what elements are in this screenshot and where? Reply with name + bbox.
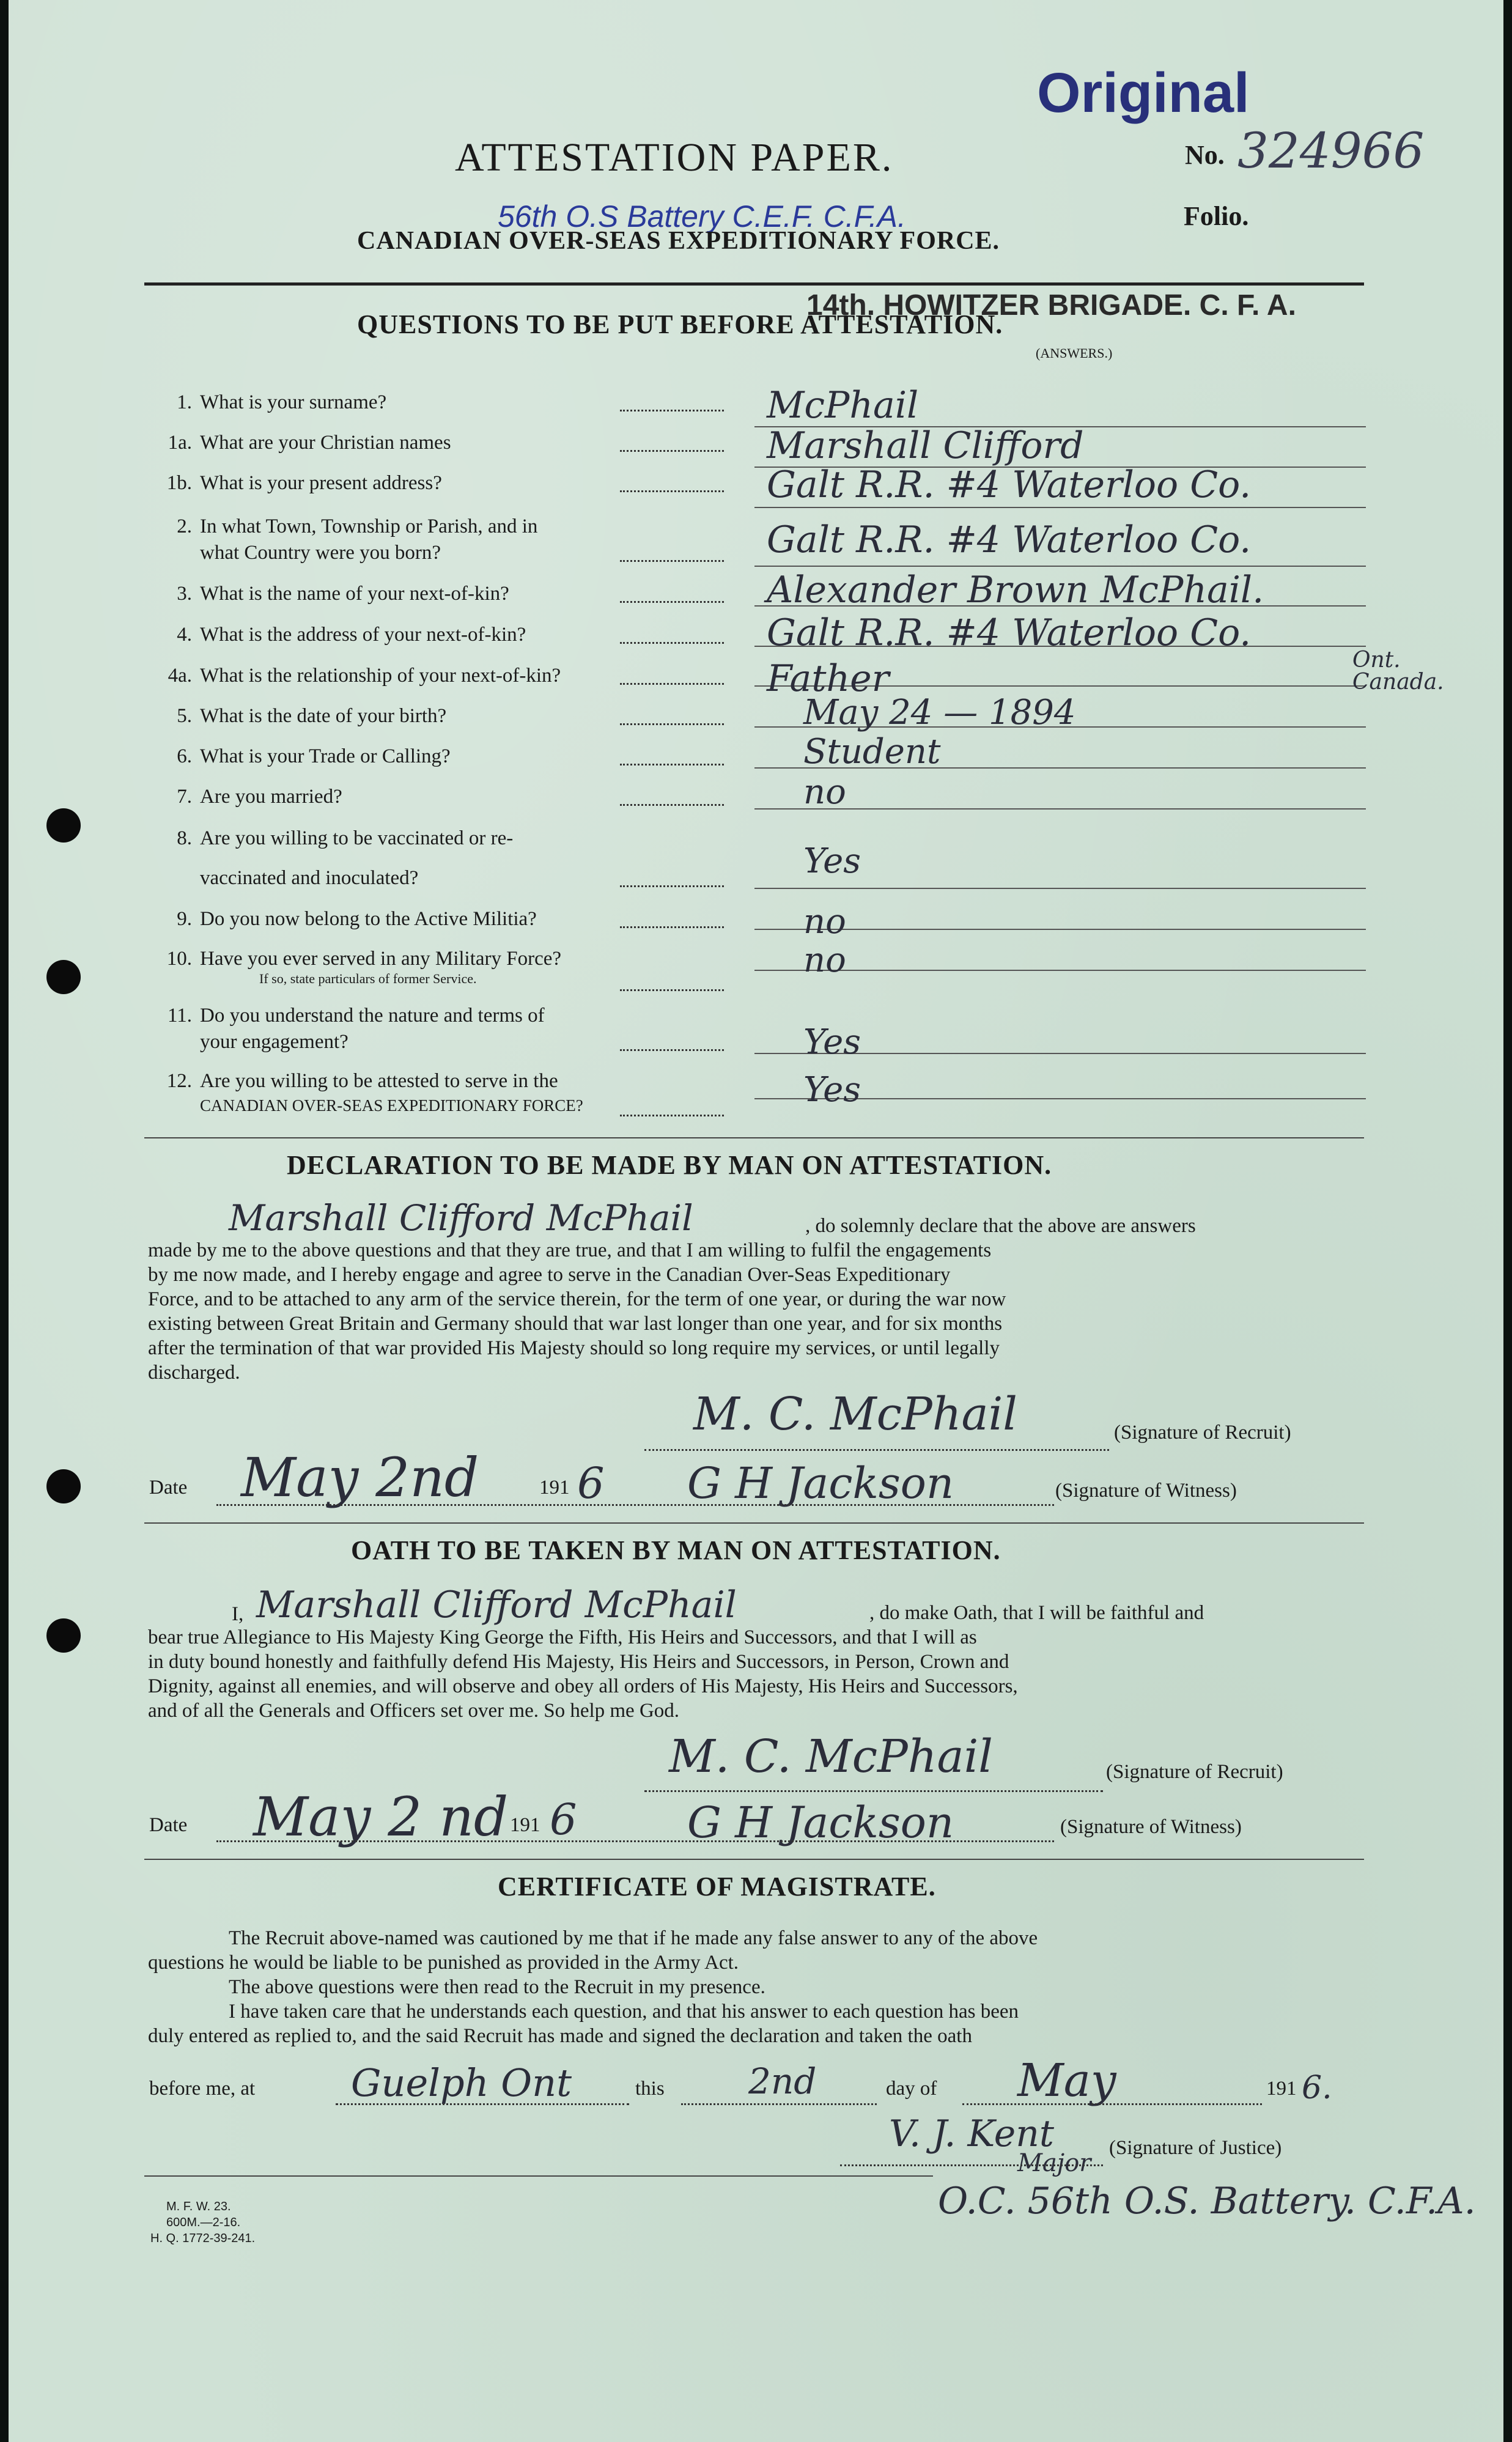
oath-witness-signature: G H Jackson [687, 1798, 954, 1848]
oath-recruit-label: (Signature of Recruit) [1106, 1761, 1283, 1783]
oath-date-label: Date [149, 1814, 188, 1836]
declaration-line: after the termination of that war provided His Majesty should so long require my services, or until legally [148, 1337, 1000, 1359]
oath-text [148, 1601, 1365, 1723]
question-leader [620, 804, 724, 806]
question-text: In what Town, Township or Parish, and in [200, 515, 538, 537]
question-number: 10. [166, 948, 192, 970]
oath-heading: OATH TO BE TAKEN BY MAN ON ATTESTATION. [351, 1535, 1001, 1565]
justice-line [840, 2164, 1103, 2166]
answer-handwritten: Galt R.R. #4 Waterloo Co. [767, 463, 1252, 506]
question-leader [620, 490, 724, 492]
certificate-line: I have taken care that he understands each question, and that his answer to each question has been [229, 2001, 1019, 2023]
cert-year-prefix: 191 [1266, 2078, 1297, 2100]
answer-handwritten: May 24 — 1894 [803, 693, 1076, 732]
question-leader [620, 723, 724, 725]
question-text: What is your Trade or Calling? [200, 745, 451, 767]
oath-line: bear true Allegiance to His Majesty King George the Fifth, His Heirs and Successors, and that I will as [148, 1626, 977, 1648]
certificate-line: duly entered as replied to, and the said Recruit has made and signed the declaration and taken the oath [148, 2025, 972, 2047]
answer-line [754, 970, 1366, 971]
question-leader [620, 1049, 724, 1051]
day-of-label: day of [886, 2078, 937, 2100]
answer-handwritten: Yes [803, 1022, 861, 1062]
before-me-label: before me, at [149, 2078, 256, 2100]
declaration-line: by me now made, and I hereby engage and agree to serve in the Canadian Over-Seas Expeditionary [148, 1264, 951, 1286]
question-number: 1. [177, 391, 192, 413]
brigade-stamp: 14th. HOWITZER BRIGADE. C. F. A. [806, 289, 1296, 322]
question-leader [620, 450, 724, 452]
oath-year-handwritten: 6 [550, 1795, 577, 1845]
month-line [962, 2103, 1262, 2105]
day-handwritten: 2nd [748, 2060, 817, 2102]
declaration-line: made by me to the above questions and that they are true, and that I am willing to fulfil the engagements [148, 1239, 992, 1261]
question-number: 1b. [166, 472, 192, 494]
answer-line [754, 808, 1366, 810]
question-text: What is the date of your birth? [200, 705, 447, 727]
question-number: 9. [177, 908, 192, 930]
answer-line [754, 929, 1366, 930]
answer-handwritten: no [803, 902, 846, 942]
answer-line [754, 888, 1366, 889]
answer-handwritten: Galt R.R. #4 Waterloo Co. [767, 611, 1252, 654]
justice-label: (Signature of Justice) [1109, 2137, 1282, 2159]
this-label: this [635, 2078, 665, 2100]
oath-year-prefix: 191 [510, 1814, 540, 1836]
header-rule [144, 282, 1364, 286]
answer-handwritten: McPhail [767, 384, 919, 427]
attestation-paper [9, 0, 1503, 2442]
question-text: Are you willing to be attested to serve in the [200, 1070, 558, 1092]
footer-divider [144, 2175, 933, 2177]
question-text: Are you married? [200, 786, 342, 808]
original-stamp: Original [1037, 62, 1250, 124]
question-leader [620, 601, 724, 603]
punch-hole [46, 808, 81, 843]
oath-witness-label: (Signature of Witness) [1060, 1816, 1242, 1838]
answer-handwritten: Alexander Brown McPhail. [767, 569, 1264, 611]
answer-line [754, 566, 1366, 567]
question-number: 4a. [168, 665, 192, 687]
question-leader [620, 885, 724, 887]
signature-line [644, 1790, 1103, 1792]
signature-line [644, 1449, 1109, 1451]
question-text: Are you willing to be vaccinated or re- [200, 827, 514, 849]
question-text-cont: If so, state particulars of former Service. [259, 971, 477, 986]
justice-signature: V. J. Kent [889, 2112, 1054, 2155]
question-number: 3. [177, 583, 192, 605]
question-number: 2. [177, 515, 192, 537]
question-text-cont: vaccinated and inoculated? [200, 867, 419, 889]
question-leader [620, 410, 724, 411]
question-leader [620, 926, 724, 928]
question-leader [620, 764, 724, 765]
certificate-heading: CERTIFICATE OF MAGISTRATE. [498, 1872, 936, 1902]
question-number: 5. [177, 705, 192, 727]
form-code: M. F. W. 23. [166, 2200, 231, 2213]
oath-line: in duty bound honestly and faithfully defend His Majesty, His Heirs and Successors, in Person, Crown and [148, 1651, 1009, 1673]
recruit-signature-label: (Signature of Recruit) [1114, 1422, 1291, 1444]
recruit-signature: M. C. McPhail [693, 1388, 1017, 1440]
declaration-line: , do solemnly declare that the above are answers [805, 1215, 1196, 1237]
question-number: 12. [166, 1070, 192, 1092]
oath-date-handwritten: May 2 nd [253, 1785, 509, 1848]
address-note: Ont. Canada. [1352, 647, 1444, 695]
print-code: 600M.—2-16. [166, 2216, 241, 2229]
answer-handwritten: no [803, 940, 846, 980]
answer-handwritten: Father [767, 657, 890, 700]
question-number: 4. [177, 624, 192, 646]
answers-label: (ANSWERS.) [1036, 345, 1113, 361]
section-divider [144, 1137, 1364, 1138]
question-number: 7. [177, 786, 192, 808]
question-leader [620, 683, 724, 685]
year-prefix: 191 [539, 1477, 570, 1499]
answer-handwritten: Galt R.R. #4 Waterloo Co. [767, 518, 1252, 561]
place-handwritten: Guelph Ont [351, 2060, 572, 2105]
justice-rank: Major [1017, 2149, 1091, 2177]
punch-hole [46, 1469, 81, 1503]
question-text: What is your surname? [200, 391, 387, 413]
day-line [681, 2103, 877, 2105]
folio-label: Folio. [1184, 201, 1249, 231]
question-text: What are your Christian names [200, 432, 451, 454]
punch-hole [46, 960, 81, 994]
hq-code: H. Q. 1772-39-241. [150, 2232, 256, 2245]
unit-stamp: 56th O.S Battery C.E.F. C.F.A. [498, 199, 906, 234]
month-handwritten: May [1017, 2054, 1116, 2107]
question-text-cont: what Country were you born? [200, 542, 441, 564]
answer-handwritten: Yes [803, 841, 861, 881]
question-text: What is the relationship of your next-of-kin? [200, 665, 561, 687]
question-text: What is the name of your next-of-kin? [200, 583, 509, 605]
year-handwritten: 6 [577, 1458, 605, 1508]
oath-prefix: I, [232, 1603, 244, 1625]
witness-signature-label: (Signature of Witness) [1055, 1480, 1237, 1502]
date-handwritten: May 2nd [241, 1446, 479, 1509]
witness-line [216, 1840, 1054, 1842]
declaration-line: discharged. [148, 1362, 240, 1384]
question-leader [620, 642, 724, 644]
declaration-line: Force, and to be attached to any arm of the service therein, for the term of one year, or during the war now [148, 1288, 1006, 1310]
section-divider [144, 1522, 1364, 1524]
force-name: CANADIAN OVER-SEAS EXPEDITIONARY FORCE. [357, 227, 1000, 255]
question-text-cont: CANADIAN OVER-SEAS EXPEDITIONARY FORCE? [200, 1096, 583, 1115]
declaration-name: Marshall Clifford McPhail [229, 1197, 693, 1239]
date-label: Date [149, 1477, 188, 1499]
declaration-line: existing between Great Britain and Germany should that war last longer than one year, and for six months [148, 1313, 1003, 1335]
justice-title: O.C. 56th O.S. Battery. C.F.A. [938, 2180, 1476, 2223]
question-number: 11. [167, 1005, 192, 1027]
oath-line: and of all the Generals and Officers set over me. So help me God. [148, 1700, 680, 1722]
number-label: No. [1185, 140, 1225, 170]
section-divider [144, 1859, 1364, 1860]
witness-line [216, 1504, 1054, 1506]
question-text-cont: your engagement? [200, 1031, 348, 1053]
certificate-line: The Recruit above-named was cautioned by me that if he made any false answer to any of the above [229, 1927, 1038, 1949]
question-text: Do you understand the nature and terms of [200, 1005, 545, 1027]
answer-handwritten: Yes [803, 1070, 861, 1110]
question-leader [620, 560, 724, 562]
question-text: What is your present address? [200, 472, 442, 494]
oath-recruit-signature: M. C. McPhail [669, 1730, 993, 1783]
question-number: 1a. [168, 432, 192, 454]
question-text: What is the address of your next-of-kin? [200, 624, 526, 646]
answer-handwritten: Marshall Clifford [767, 424, 1084, 467]
question-text: Have you ever served in any Military Force? [200, 948, 562, 970]
regimental-number: 324966 [1237, 122, 1425, 179]
answer-handwritten: no [803, 772, 846, 812]
declaration-heading: DECLARATION TO BE MADE BY MAN ON ATTESTATION. [287, 1150, 1052, 1180]
certificate-line: The above questions were then read to the Recruit in my presence. [229, 1976, 765, 1998]
oath-line: Dignity, against all enemies, and will observe and obey all orders of His Majesty, His Heirs and Successors, [148, 1675, 1018, 1697]
certificate-line: questions he would be liable to be punished as provided in the Army Act. [148, 1952, 739, 1974]
answer-handwritten: Student [803, 732, 941, 772]
question-leader [620, 1115, 724, 1116]
cert-year-handwritten: 6. [1302, 2070, 1332, 2106]
answer-line [754, 507, 1366, 508]
declaration-text [148, 1214, 1365, 1385]
question-text: Do you now belong to the Active Militia? [200, 908, 537, 930]
place-line [336, 2103, 629, 2105]
question-number: 8. [177, 827, 192, 849]
document-title: ATTESTATION PAPER. [455, 135, 894, 180]
question-leader [620, 989, 724, 991]
oath-name: Marshall Clifford McPhail [256, 1584, 737, 1626]
punch-hole [46, 1618, 81, 1653]
oath-line: , do make Oath, that I will be faithful and [869, 1602, 1204, 1624]
certificate-text [148, 1926, 1365, 2048]
question-number: 6. [177, 745, 192, 767]
questions-heading: QUESTIONS TO BE PUT BEFORE ATTESTATION. [357, 309, 1003, 339]
witness-signature: G H Jackson [687, 1458, 954, 1508]
